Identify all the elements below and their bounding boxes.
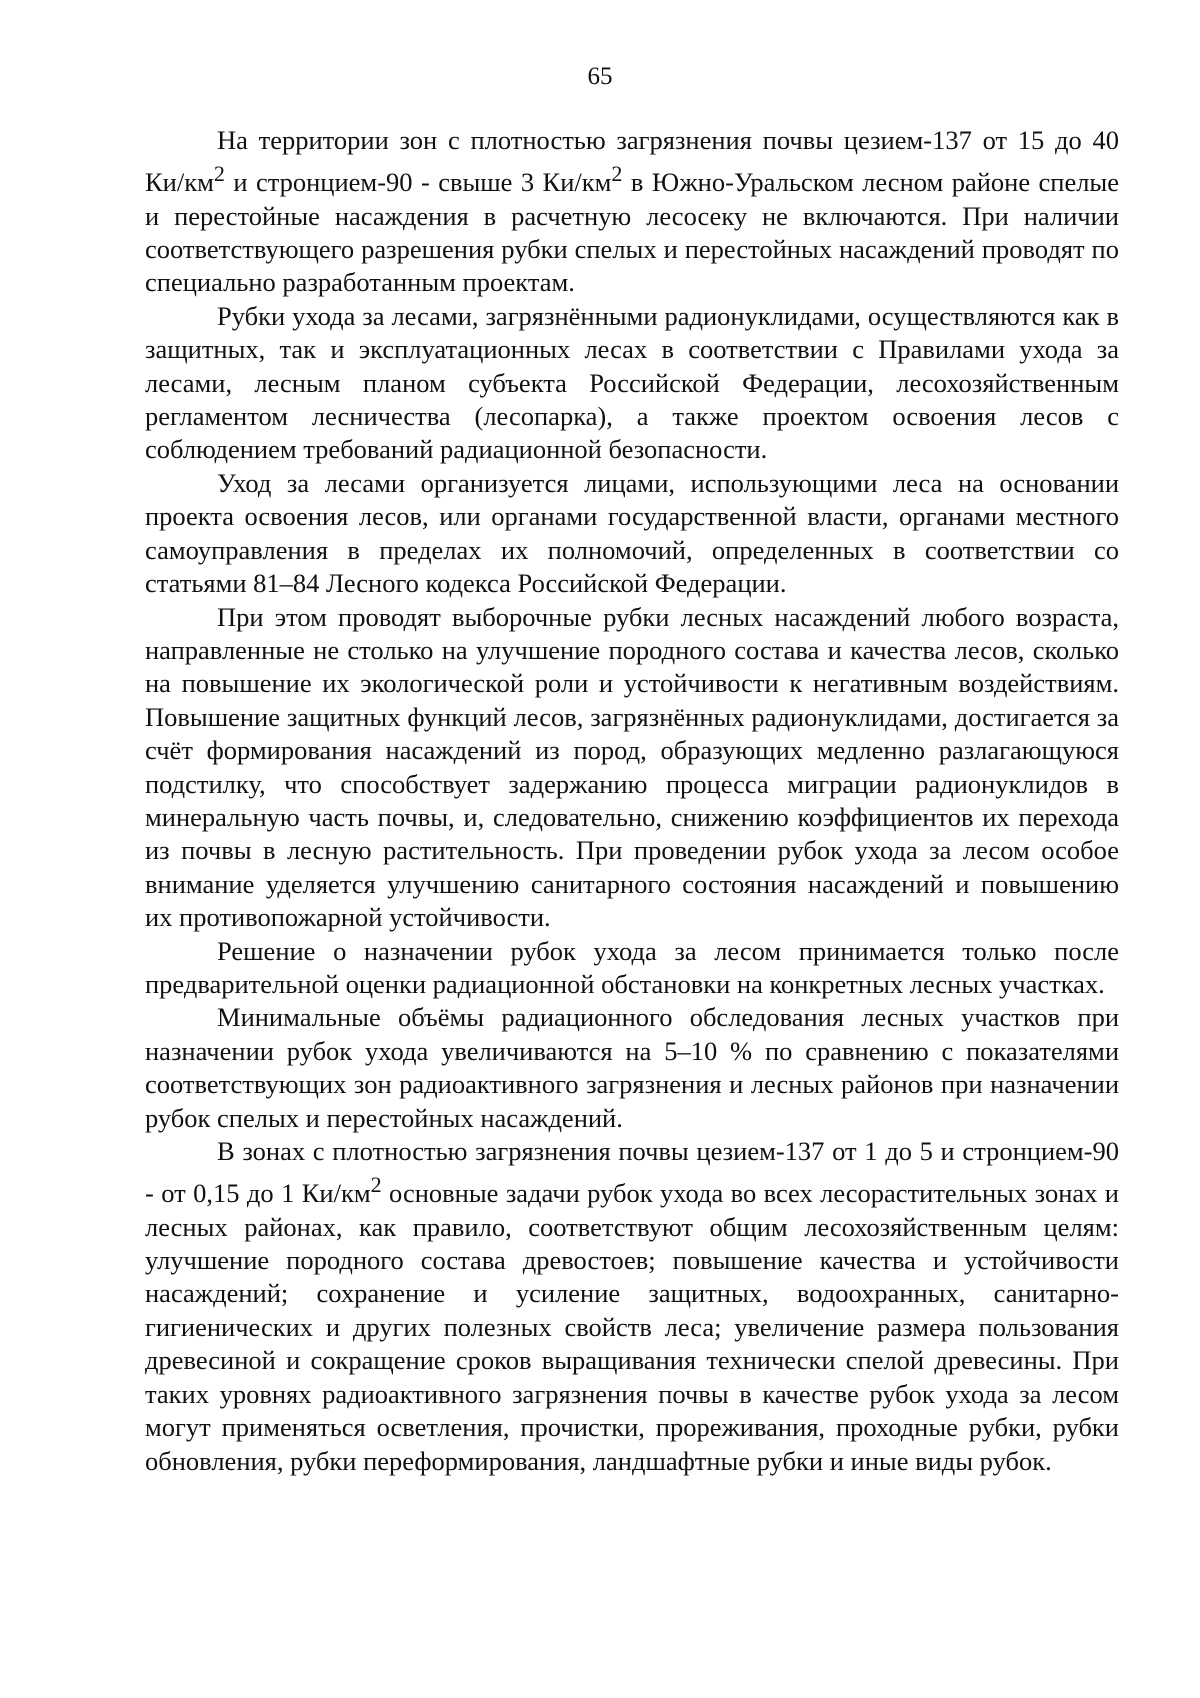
paragraph-survey-volumes: Минимальные объёмы радиационного обследования лесных участков при назначении рубок ухода увеличиваются на 5–10 % по сравнению с показателями соответствующих зон радиоактивного загрязнения и лесных районов при назначении рубок спелых и перестойных насаждений.: [145, 1002, 1119, 1133]
paragraph-thinning: Рубки ухода за лесами, загрязнёнными радионуклидами, осуществляются как в защитных, так и эксплуатационных лесах в соответствии с Правилами ухода за лесами, лесным планом субъекта Российской Федерации, лесохозяйственным регламентом лесничества (лесопарка), а также проектом освоения лесов с соблюдением требований радиационной безопасности.: [145, 300, 1119, 465]
superscript: 2: [370, 1172, 382, 1198]
paragraph-text: и стронцием-90 - свыше 3 Ки/км: [224, 167, 612, 198]
superscript: 2: [611, 161, 623, 187]
paragraph-cesium-zones: [145, 124, 1119, 300]
paragraph-text: в Южно-Уральском лесном районе спелые и перестойные насаждения в расчетную лесосеку не включаются. При наличии соответствующего разрешения рубки спелых и перестойных насаждений проводят по специально разработанным проектам.: [145, 167, 1119, 298]
paragraph-decision: Решение о назначении рубок ухода за лесом принимается только после предварительной оценки радиационной обстановки на конкретных лесных участках.: [145, 935, 1119, 999]
document-body: [145, 124, 1119, 1478]
paragraph-forest-care: Уход за лесами организуется лицами, использующими леса на основании проекта освоения лесов, или органами государственной власти, органами местного самоуправления в пределах их полномочий, определенных в соответствии со статьями 81–84 Лесного кодекса Российской Федерации.: [145, 467, 1119, 599]
paragraph-low-contamination: [145, 1135, 1119, 1478]
superscript: 2: [213, 161, 225, 187]
paragraph-text: основные задачи рубок ухода во всех лесорастительных зонах и лесных районах, как правило, соответствуют общим лесохозяйственным целям: улучшение породного состава древостоев; повышение качества и устойчивости насаждений; сохранение и усиление защитных, водоохранных, санитарно-гигиенических и других полезных свойств леса; увеличение размера пользования древесиной и сокращение сроков выращивания технически спелой древесины. При таких уровнях радиоактивного загрязнения почвы в качестве рубок ухода за лесом могут применяться осветления, прочистки, прореживания, проходные рубки, рубки обновления, рубки переформирования, ландшафтные рубки и иные виды рубок.: [145, 1178, 1119, 1476]
page-number: 65: [587, 63, 613, 90]
paragraph-text: На территории зон с плотностью загрязнения почвы цезием-137 от 15 до 40 Ки/км: [145, 125, 1119, 198]
paragraph-selective-cutting: При этом проводят выборочные рубки лесных насаждений любого возраста, направленные не столько на улучшение породного состава и качества лесов, сколько на повышение их экологической роли и устойчивости к негативным воздействиям. Повышение защитных функций лесов, загрязнённых радионуклидами, достигается за счёт формирования насаждений из пород, образующих медленно разлагающуюся подстилку, что способствует задержанию процесса миграции радионуклидов в минеральную часть почвы, и, следовательно, снижению коэффициентов их перехода из почвы в лесную растительность. При проведении рубок ухода за лесом особое внимание уделяется улучшению санитарного состояния насаждений и повышению их противопожарной устойчивости.: [145, 601, 1119, 933]
paragraph-text: В зонах с плотностью загрязнения почвы цезием-137 от 1 до 5 и стронцием-90 - от 0,15 до 1 Ки/км: [145, 1136, 1119, 1209]
